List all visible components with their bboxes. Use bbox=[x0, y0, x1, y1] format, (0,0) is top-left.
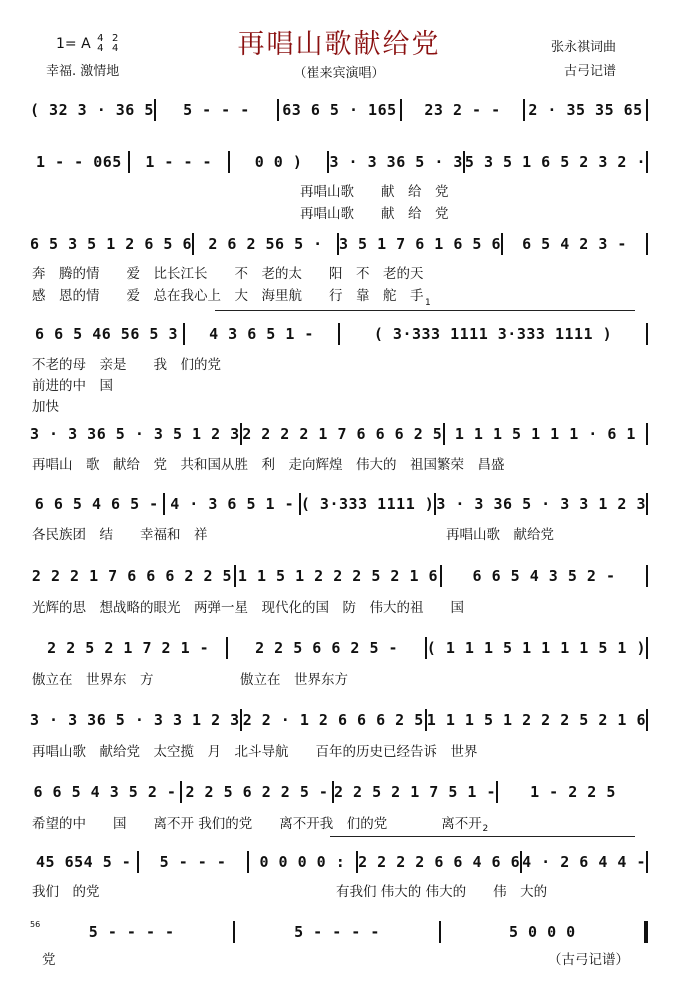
volta-number: 2 bbox=[482, 824, 489, 834]
lyric-line: 再唱山歌 献给党 bbox=[446, 527, 554, 543]
measure: ( 1 1 1 5 1 1 1 1 5 1 ) bbox=[426, 639, 646, 657]
measure: 0 0 0 0 : bbox=[259, 853, 346, 871]
measure: 6 5 4 2 3 - bbox=[522, 235, 627, 253]
lyric-line: 再唱山 歌 献给 党 共和国从胜 利 走向辉煌 伟大的 祖国繁荣 昌盛 bbox=[32, 457, 505, 473]
page-number: 56 bbox=[30, 920, 41, 929]
measure: 45 654 5 - bbox=[36, 853, 132, 871]
measure: ( 32 3 · 36 5 bbox=[30, 101, 154, 119]
measure: 2 2 2 1 7 6 6 6 2 2 5 bbox=[31, 567, 233, 585]
measure: 4 · 2 6 4 4 - bbox=[522, 853, 647, 871]
notation-line-12 bbox=[30, 920, 648, 944]
measure: 2 2 2 2 1 7 6 6 6 2 5 bbox=[242, 425, 443, 443]
measure: 5 - - - - bbox=[294, 923, 380, 941]
measure: 2 2 2 2 6 6 4 6 6 bbox=[358, 853, 521, 871]
composer-credit: 张永祺词曲 bbox=[550, 40, 616, 55]
measure: 0 0 ) bbox=[254, 153, 303, 171]
measure: 2 · 35 35 65 bbox=[528, 101, 643, 119]
barline bbox=[646, 565, 648, 587]
measure: 4 3 6 5 1 - bbox=[209, 325, 314, 343]
tempo-mood: 幸福. 激情地 bbox=[46, 64, 120, 79]
notation-credit: 古弓记谱 bbox=[563, 64, 616, 79]
lyric-line: 再唱山歌 献给党 太空揽 月 北斗导航 百年的历史已经告诉 世界 bbox=[32, 744, 478, 760]
measure: 5 - - - bbox=[183, 101, 250, 119]
measure: ( 3·333 1111 ) bbox=[300, 495, 435, 513]
barline bbox=[646, 493, 648, 515]
measure: 6 6 5 4 6 5 - bbox=[34, 495, 159, 513]
time2-bottom: 4 bbox=[111, 43, 119, 54]
measure: 5 - - - bbox=[159, 853, 227, 871]
performer-subtitle: （崔来宾演唱） bbox=[293, 66, 385, 81]
final-barline bbox=[644, 921, 648, 943]
measure: 1 1 5 1 2 2 2 5 2 1 6 bbox=[237, 567, 439, 585]
measure: 4 · 3 6 5 1 - bbox=[170, 495, 295, 513]
volta-bracket-1 bbox=[215, 298, 635, 319]
measure: 5 0 0 0 bbox=[508, 923, 576, 941]
volta-number: 1 bbox=[425, 298, 431, 308]
measure: 5 3 5 1 6 5 2 3 2 · bbox=[464, 153, 647, 171]
measure: 3 · 3 36 5 · 3 bbox=[329, 153, 463, 171]
lyric-line: 不老的母 亲是 我 们的党 bbox=[32, 357, 221, 373]
barline bbox=[646, 423, 648, 445]
lyric-line: 感 恩的情 爱 总在我心上 大 海里航 行 靠 舵 手 bbox=[32, 288, 424, 304]
measure: 6 6 5 4 3 5 2 - bbox=[33, 783, 177, 801]
measure: 2 2 · 1 2 6 6 6 2 5 bbox=[242, 711, 424, 729]
measure: 1 - - - bbox=[145, 153, 213, 171]
lyric-line: 奔 腾的情 爱 比长江长 不 老的太 阳 不 老的天 bbox=[32, 266, 424, 282]
volta-bracket-2 bbox=[330, 824, 635, 845]
notation-credit-footer: （古弓记谱） bbox=[548, 952, 629, 968]
notation-line-6 bbox=[30, 492, 648, 516]
notation-line-7 bbox=[30, 564, 648, 588]
barline bbox=[646, 151, 648, 173]
measure: 2 2 5 6 6 2 5 - bbox=[255, 639, 399, 657]
notation-line-2 bbox=[30, 150, 648, 174]
measure: 1 1 1 5 1 2 2 2 5 2 1 6 bbox=[426, 711, 646, 729]
barline bbox=[646, 99, 648, 121]
barline bbox=[646, 233, 648, 255]
measure: 1 - 2 2 5 bbox=[530, 783, 616, 801]
barline bbox=[646, 637, 648, 659]
measure: 6 6 5 46 56 5 3 bbox=[35, 325, 178, 343]
notation-line-11 bbox=[30, 850, 648, 874]
notation-line-8 bbox=[30, 636, 648, 660]
measure: 3 · 3 36 5 · 3 3 1 2 3 bbox=[30, 711, 240, 729]
time2-top: 2 bbox=[111, 33, 119, 44]
notation-line-9 bbox=[30, 708, 648, 732]
notation-line-1 bbox=[30, 98, 648, 122]
tempo-marking: 加快 bbox=[32, 399, 59, 415]
measure: 3 · 3 36 5 · 3 3 1 2 3 bbox=[436, 495, 646, 513]
time1-top: 4 bbox=[97, 33, 104, 44]
lyric-line: 再唱山歌 献 给 党 bbox=[300, 184, 449, 200]
lyric-line: 傲立在 世界东 方 bbox=[32, 672, 154, 688]
lyric-line: 光辉的思 想战略的眼光 两弹一星 现代化的国 防 伟大的祖 国 bbox=[32, 600, 464, 616]
notation-line-5 bbox=[30, 422, 648, 446]
time1-bottom: 4 bbox=[97, 43, 104, 54]
key-text: 1= A bbox=[56, 36, 91, 52]
notation-line-10 bbox=[30, 780, 648, 804]
lyric-line: 希望的中 国 离不开 我们的党 离不开我 们的党 离不开 bbox=[32, 816, 482, 832]
lyric-line: 党 bbox=[42, 952, 56, 968]
song-title: 再唱山歌献给党 bbox=[237, 29, 441, 60]
measure: 3 · 3 36 5 · 3 5 1 2 3 bbox=[30, 425, 240, 443]
measure: 2 2 5 2 1 7 5 1 - bbox=[333, 783, 496, 801]
barline bbox=[646, 851, 648, 873]
lyric-line: 有我们 伟大的 伟大的 伟 大的 bbox=[336, 884, 548, 900]
measure: ( 3·333 1111 3·333 1111 ) bbox=[373, 325, 613, 343]
measure: 2 6 2 56 5 · bbox=[208, 235, 323, 253]
barline bbox=[646, 323, 648, 345]
measure: 5 - - - - bbox=[88, 923, 175, 941]
notation-line-3 bbox=[30, 232, 648, 256]
measure: 6 6 5 4 3 5 2 - bbox=[472, 567, 616, 585]
measure: 6 5 3 5 1 2 6 5 6 bbox=[30, 235, 193, 253]
lyric-line: 各民族团 结 幸福和 祥 bbox=[32, 527, 208, 543]
notation-line-4 bbox=[30, 322, 648, 346]
lyric-line: 再唱山歌 献 给 党 bbox=[300, 206, 449, 222]
measure: 2 2 5 6 2 2 5 - bbox=[185, 783, 329, 801]
lyric-line: 傲立在 世界东方 bbox=[240, 672, 348, 688]
measure: 2 2 5 2 1 7 2 1 - bbox=[47, 639, 210, 657]
measure: 23 2 - - bbox=[424, 101, 501, 119]
lyric-line: 我们 的党 bbox=[32, 884, 100, 900]
measure: 1 1 1 5 1 1 1 · 6 1 bbox=[454, 425, 636, 443]
barline bbox=[646, 709, 648, 731]
measure: 1 - - 065 bbox=[36, 153, 122, 171]
lyric-line: 前进的中 国 bbox=[32, 378, 113, 394]
measure: 63 6 5 · 165 bbox=[282, 101, 397, 119]
measure: 3 5 1 7 6 1 6 5 6 bbox=[339, 235, 502, 253]
